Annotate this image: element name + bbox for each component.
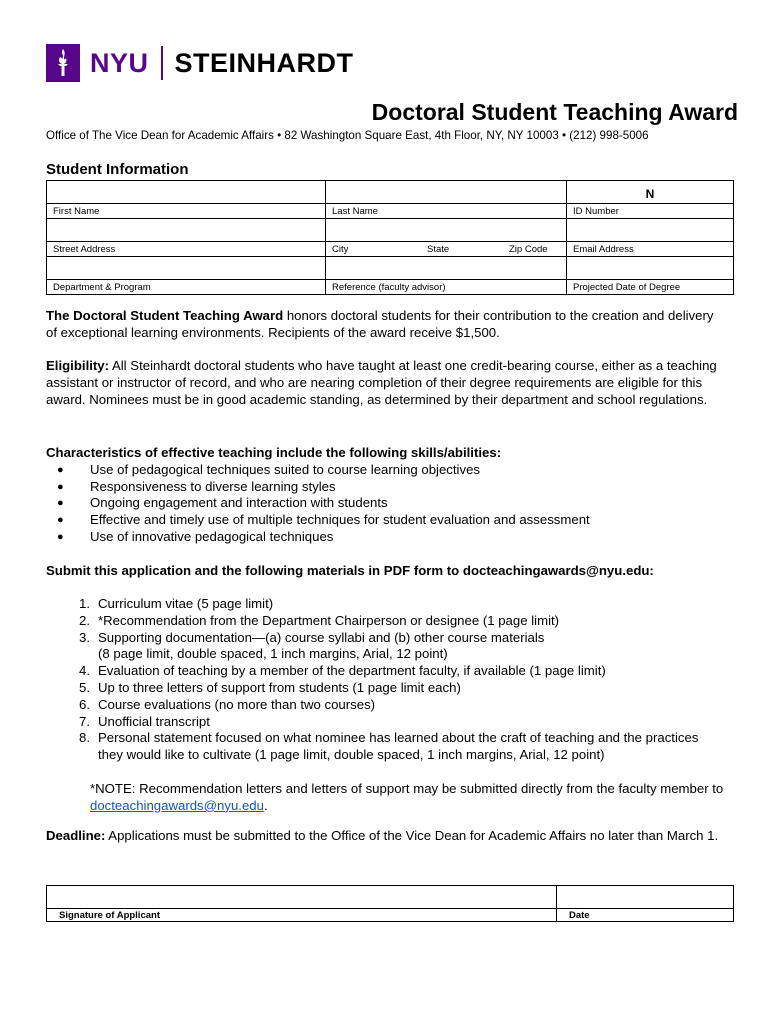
item-text: Up to three letters of support from students (1 page limit each) bbox=[98, 679, 461, 695]
first-name-label: First Name bbox=[47, 204, 326, 219]
list-item bbox=[46, 663, 726, 680]
eligibility-text: All Steinhardt doctoral students who have taught at least one credit-bearing course, either as a teaching assistant or instructor of record, and who are nearing completion of their degree requirements are eligible for this award. Nominees must be in good academic standing, as determined by their department and school regulations. bbox=[46, 358, 717, 407]
email-address-field[interactable] bbox=[567, 219, 734, 242]
item-number: 1. bbox=[79, 596, 90, 611]
email-address-label: Email Address bbox=[567, 242, 734, 257]
item-number: 3. bbox=[79, 629, 90, 645]
list-item: ● Ongoing engagement and interaction with students bbox=[46, 495, 726, 512]
department-program-label: Department & Program bbox=[47, 280, 326, 295]
degree-date-label: Projected Date of Degree bbox=[567, 280, 734, 295]
item-text: Personal statement focused on what nominee has learned about the craft of teaching and the practices they would like to cultivate (1 page limit, double spaced, 1 inch margins, Arial, 12 point) bbox=[98, 730, 699, 763]
reference-field[interactable] bbox=[326, 257, 567, 280]
award-text: honors doctoral students for their contribution to the creation and delivery of exceptional learning environments. Recipients of the award receive $1,500. bbox=[46, 308, 714, 340]
materials-section bbox=[46, 596, 726, 764]
deadline-paragraph bbox=[46, 828, 726, 845]
note-end: . bbox=[263, 797, 268, 813]
signature-table bbox=[46, 885, 734, 922]
signature-label: Signature of Applicant bbox=[47, 909, 557, 922]
note-body: *NOTE: Recommendation letters and letters of support may be submitted directly from the faculty member to bbox=[90, 781, 724, 796]
city-state-zip-field[interactable] bbox=[326, 219, 567, 242]
item-number bbox=[46, 646, 90, 663]
logo-nyu-text: NYU bbox=[90, 47, 149, 78]
id-number-field[interactable] bbox=[567, 181, 734, 204]
page-title: Doctoral Student Teaching Award bbox=[371, 99, 738, 125]
city-label: City bbox=[332, 244, 349, 255]
list-item bbox=[46, 646, 726, 663]
item-number: 2. bbox=[79, 612, 90, 628]
list-item bbox=[46, 714, 726, 731]
nyu-steinhardt-logo bbox=[46, 44, 354, 82]
zip-code-label: Zip Code bbox=[509, 244, 548, 255]
department-program-field[interactable] bbox=[47, 257, 326, 280]
note-paragraph bbox=[46, 781, 726, 815]
date-label: Date bbox=[557, 909, 734, 922]
item-number: 8. bbox=[79, 730, 90, 746]
office-address: Office of The Vice Dean for Academic Affairs • 82 Washington Square East, 4th Floor, NY, NY 10003 • (212) 998-5006 bbox=[46, 129, 649, 142]
item-number: 6. bbox=[79, 696, 90, 712]
list-item bbox=[46, 680, 726, 697]
item-text: Course evaluations (no more than two courses) bbox=[98, 696, 376, 712]
list-item bbox=[46, 596, 726, 613]
logo-school-text: STEINHARDT bbox=[174, 47, 354, 78]
item-text: Curriculum vitae (5 page limit) bbox=[98, 596, 274, 611]
item-text: (8 page limit, double spaced, 1 inch margins, Arial, 12 point) bbox=[98, 646, 448, 662]
first-name-field[interactable] bbox=[47, 181, 326, 204]
list-item bbox=[46, 730, 726, 764]
date-field[interactable] bbox=[557, 886, 734, 909]
torch-icon bbox=[46, 44, 80, 82]
street-address-field[interactable] bbox=[47, 219, 326, 242]
id-number-label: ID Number bbox=[567, 204, 734, 219]
email-link[interactable]: docteachingawards@nyu.edu bbox=[90, 797, 264, 813]
list-item: ● Effective and timely use of multiple techniques for student evaluation and assessment bbox=[46, 512, 726, 529]
student-info-table bbox=[46, 180, 734, 295]
city-state-zip-labels bbox=[326, 242, 567, 257]
item-number: 5. bbox=[79, 679, 90, 695]
characteristics-list bbox=[46, 462, 726, 546]
reference-label: Reference (faculty advisor) bbox=[326, 280, 567, 295]
list-item bbox=[46, 697, 726, 714]
state-label: State bbox=[427, 244, 450, 255]
item-text: Unofficial transcript bbox=[98, 713, 210, 729]
logo-divider bbox=[161, 46, 163, 80]
item-text: *Recommendation from the Department Chairperson or designee (1 page limit) bbox=[98, 612, 560, 628]
student-info-heading: Student Information bbox=[46, 161, 189, 178]
degree-date-field[interactable] bbox=[567, 257, 734, 280]
list-item: ● Use of innovative pedagogical techniques bbox=[46, 529, 726, 546]
list-item bbox=[46, 630, 726, 647]
eligibility-label: Eligibility: bbox=[46, 358, 110, 373]
materials-list bbox=[46, 596, 726, 764]
item-number: 4. bbox=[79, 663, 90, 679]
submit-heading bbox=[46, 563, 726, 580]
list-item bbox=[46, 613, 726, 630]
signature-field[interactable] bbox=[47, 886, 557, 909]
list-item: ● Responsiveness to diverse learning styles bbox=[46, 479, 726, 496]
n-mark: N bbox=[645, 187, 655, 201]
item-text: Evaluation of teaching by a member of the department faculty, if available (1 page limit) bbox=[98, 663, 606, 679]
note-text bbox=[46, 781, 726, 815]
last-name-field[interactable] bbox=[326, 181, 567, 204]
submit-heading-text: Submit this application and the following materials in PDF form to docteachingawards@nyu.edu: bbox=[46, 563, 654, 578]
award-name: The Doctoral Student Teaching Award bbox=[46, 308, 284, 323]
deadline-label: Deadline: bbox=[46, 828, 106, 843]
item-text: Supporting documentation—(a) course syllabi and (b) other course materials bbox=[98, 629, 545, 645]
item-number: 7. bbox=[79, 713, 90, 729]
characteristics-section bbox=[46, 445, 726, 546]
list-item: ● Use of pedagogical techniques suited to course learning objectives bbox=[46, 462, 726, 479]
last-name-label: Last Name bbox=[326, 204, 567, 219]
characteristics-heading: Characteristics of effective teaching include the following skills/abilities: bbox=[46, 445, 502, 460]
deadline-text: Applications must be submitted to the Office of the Vice Dean for Academic Affairs no later than March 1. bbox=[105, 828, 719, 843]
award-description bbox=[46, 308, 726, 342]
street-address-label: Street Address bbox=[47, 242, 326, 257]
eligibility-paragraph bbox=[46, 358, 726, 408]
